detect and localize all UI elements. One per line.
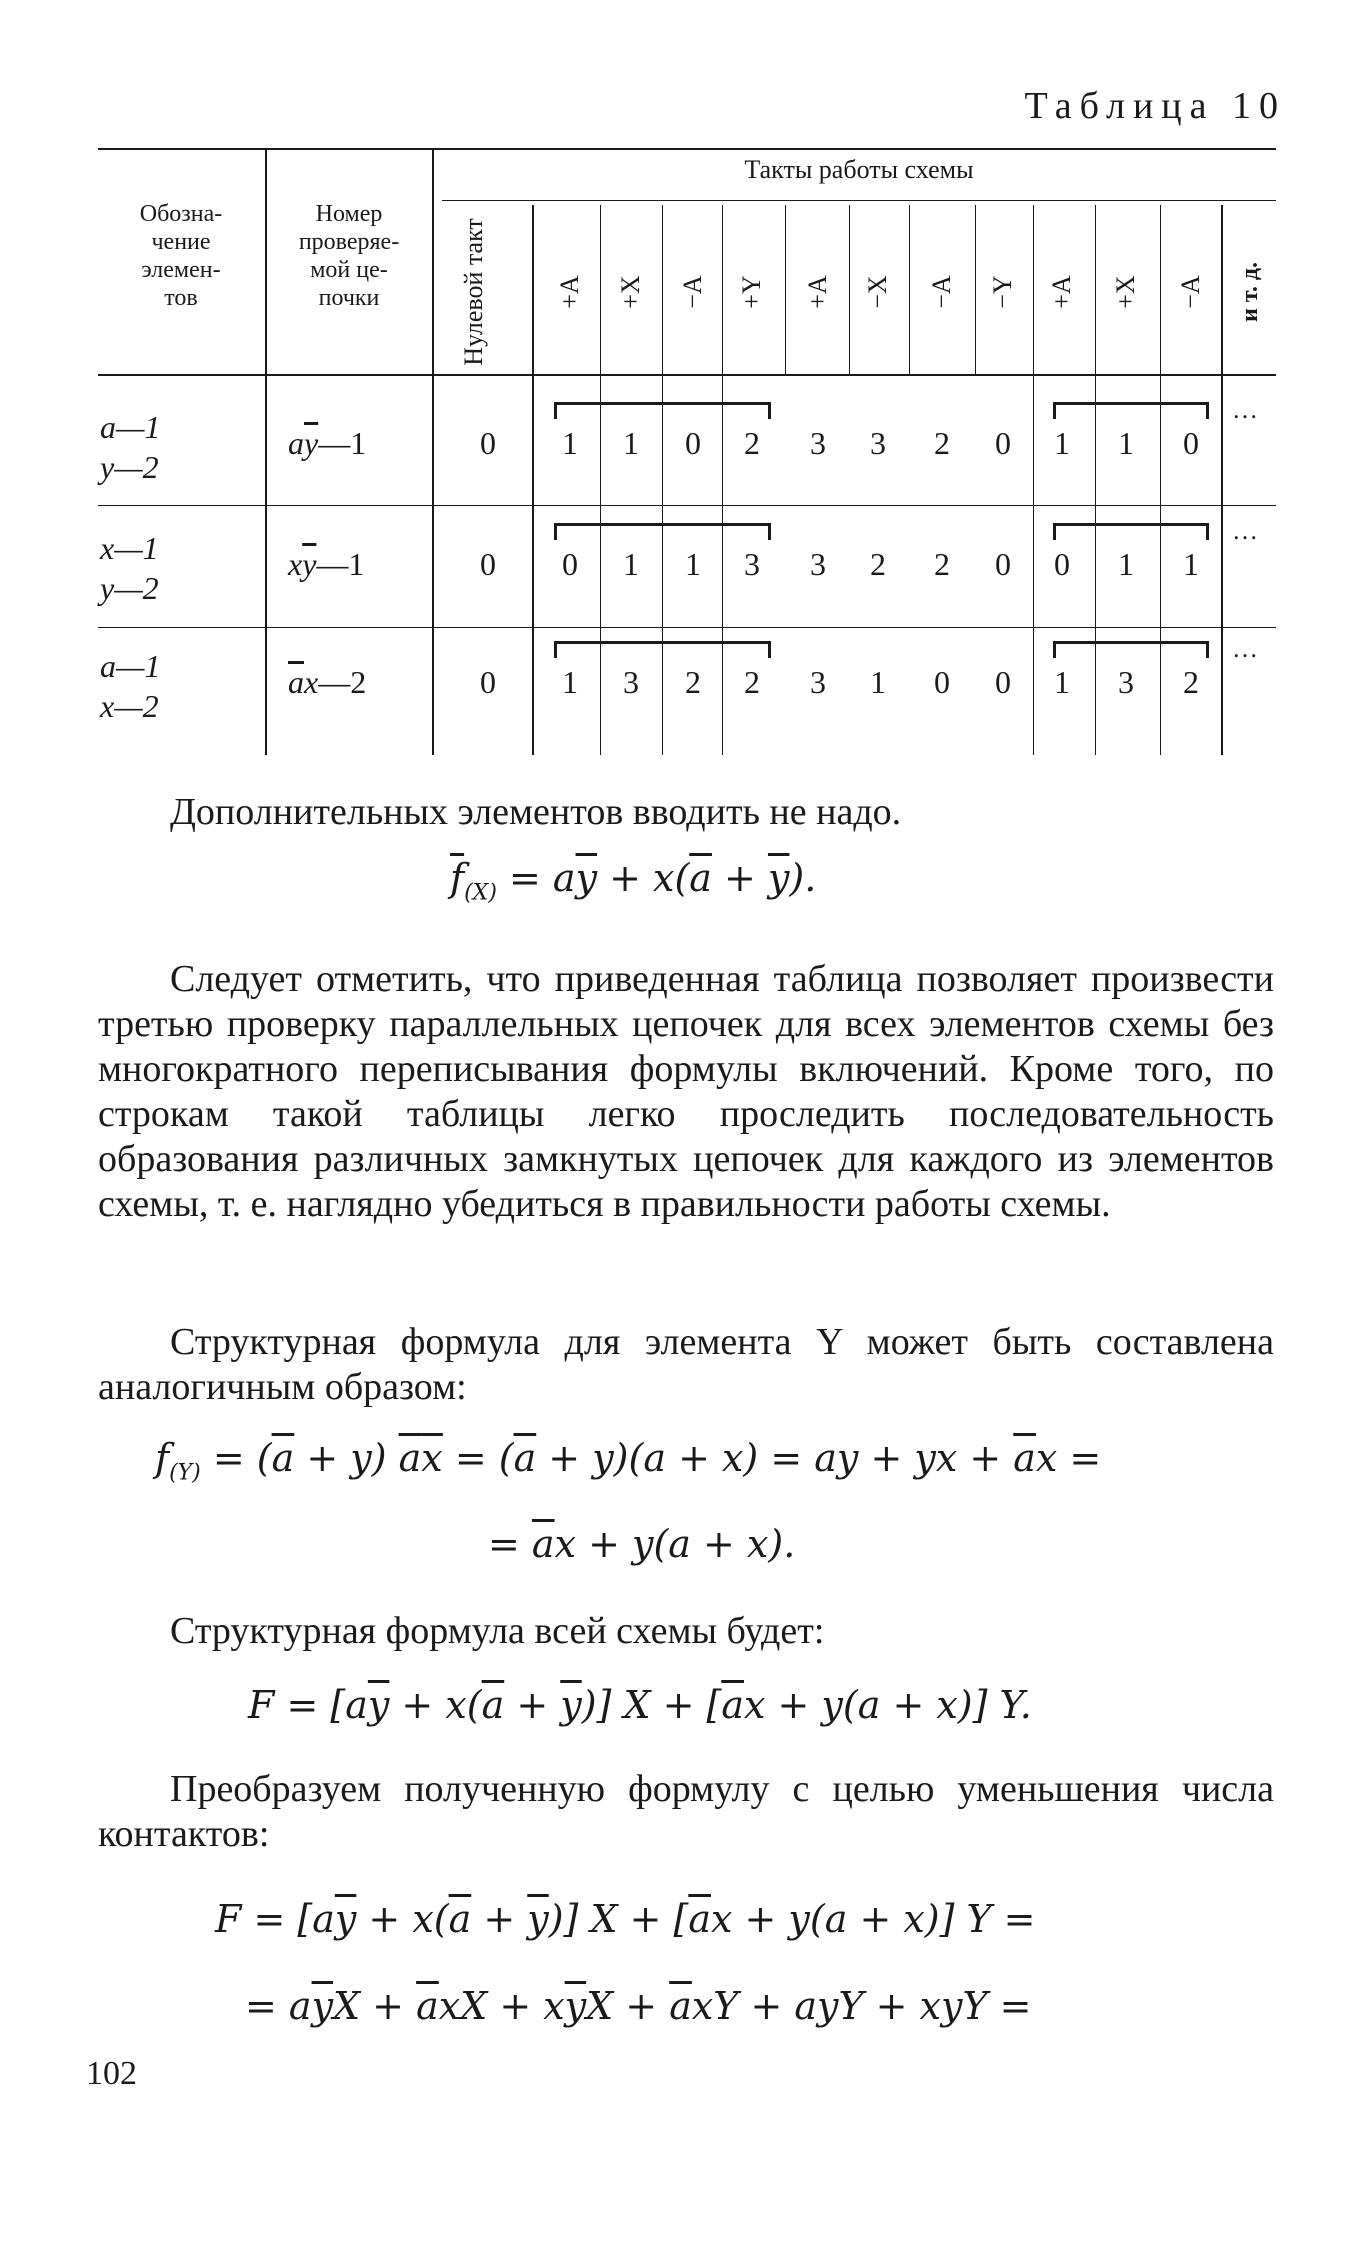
- page-number: 102: [86, 2055, 137, 2092]
- cycle-value: 0: [934, 664, 950, 700]
- col-rule-b: [432, 150, 434, 755]
- cycle-value: 2: [1183, 664, 1199, 700]
- cycle-header: +A: [803, 275, 832, 309]
- formula-F: $F = [a\overline{y} + x(\overline{a} + \overline{y})] X + [\overline{a}x + y(a + x)]$ Y.: [248, 1683, 1032, 1727]
- header-element-designation: Обозна- чение элемен- тов: [139, 201, 223, 311]
- col-rule-d: [1221, 205, 1223, 755]
- cycle-value: 1: [1183, 546, 1199, 582]
- cycle-value: 3: [623, 664, 639, 700]
- row-chain: $x\overline{y}—1$: [288, 546, 365, 582]
- cycle-value: 3: [870, 425, 886, 461]
- paragraph-5: Преобразуем полученную формулу с целью уменьшения числа контактов:: [98, 1768, 1274, 1855]
- cycle-value: 2: [744, 664, 760, 700]
- cycle-value: 0: [480, 664, 496, 700]
- row-continuation: …: [1232, 516, 1262, 545]
- cycle-value: 0: [562, 546, 578, 582]
- cycle-value: 1: [562, 664, 578, 700]
- cycle-bracket: [1053, 641, 1209, 658]
- row-chain: $\overline{a}x—2$: [288, 664, 367, 700]
- formula-fy: $f_{(Y)} = (\overline{a} + y)$ ax = $(\overline{a} + y)(a + x)$ = ay + yx + $\overline{a}x$ =: [155, 1436, 1102, 1486]
- cycle-value: 0: [480, 425, 496, 461]
- cycle-value: 1: [623, 425, 639, 461]
- formula-F-expanded: = $a\overline{y}X + \overline{a}xX + x\overline{y}X + \overline{a}xY$ + ayY + xyY =: [245, 1984, 1032, 2028]
- row-continuation: …: [1232, 395, 1262, 424]
- cycle-header: −Y: [988, 275, 1017, 309]
- cycle-value: 3: [744, 546, 760, 582]
- col-rule-c: [532, 205, 534, 755]
- cycle-value: 2: [934, 425, 950, 461]
- cycle-value: 1: [870, 664, 886, 700]
- cycle-value: 3: [1118, 664, 1134, 700]
- cycle-header: +X: [616, 275, 645, 309]
- cycle-value: 1: [1054, 425, 1070, 461]
- cycle-value: 3: [810, 664, 826, 700]
- cycle-value: 3: [810, 546, 826, 582]
- header-group-rule: [442, 200, 1276, 201]
- cycle-col-rule: [662, 205, 663, 755]
- row-continuation: …: [1232, 634, 1262, 663]
- paragraph-1: Дополнительных элементов вводить не надо.: [170, 791, 902, 833]
- cycle-value: 1: [1054, 664, 1070, 700]
- cycle-header: +Y: [737, 275, 766, 309]
- formula-fy-cont: = $\overline{a}x + y(a + x)$.: [488, 1522, 796, 1566]
- table-top-rule: [98, 148, 1276, 150]
- cycle-value: 3: [810, 425, 826, 461]
- paragraph-2: Следует отметить, что приведенная таблица позволяет произвести третью проверку параллельных цепочек для всех элементов схемы без многократного переписывания формулы включений. Кроме того, по строкам такой таблицы легко проследить последовательность образования различных замкнутых цепочек для каждого из элементов схемы, т. е. наглядно убедиться в правильности работы схемы.: [98, 958, 1274, 1225]
- cycle-value: 0: [685, 425, 701, 461]
- cycle-value: 0: [995, 546, 1011, 582]
- cycle-value: 1: [685, 546, 701, 582]
- row-elements: a—1 y—2: [100, 409, 161, 485]
- paragraph-4: Структурная формула всей схемы будет:: [170, 1610, 825, 1652]
- header-cycles-group: Такты работы схемы: [744, 155, 974, 184]
- cycle-header: −A: [678, 275, 707, 309]
- formula-F-transform: $F = [a\overline{y} + x(\overline{a} + \overline{y})] X + [\overline{a}x + y(a + x)] Y$ =: [215, 1897, 1036, 1941]
- cycle-header: +A: [1047, 275, 1076, 309]
- cycle-col-rule: [1160, 205, 1161, 755]
- cycle-col-rule: [600, 205, 601, 755]
- col-rule-a: [265, 150, 267, 755]
- cycle-bracket: [1053, 402, 1209, 419]
- cycle-value: 0: [995, 664, 1011, 700]
- cycle-value: 2: [934, 546, 950, 582]
- col-rule-g: [909, 205, 910, 375]
- col-rule-h: [975, 205, 976, 375]
- cycle-value: 0: [1183, 425, 1199, 461]
- cycle-header: −A: [927, 275, 956, 309]
- cycle-value: 2: [685, 664, 701, 700]
- cycle-header: и т. д.: [1237, 262, 1263, 322]
- cycle-value: 1: [623, 546, 639, 582]
- cycle-value: 1: [1118, 546, 1134, 582]
- col-rule-e: [785, 205, 786, 375]
- cycle-header: +X: [1111, 275, 1140, 309]
- row-elements: x—1 y—2: [100, 530, 159, 606]
- cycle-bracket: [1053, 523, 1209, 540]
- cycle-col-rule: [1033, 205, 1034, 755]
- row-rule-1: [98, 505, 1276, 506]
- cycle-col-rule: [1095, 205, 1096, 755]
- header-bottom-rule: [98, 374, 1276, 376]
- row-elements: a—1 x—2: [100, 648, 161, 724]
- cycle-value: 0: [995, 425, 1011, 461]
- cycle-header: −A: [1176, 275, 1205, 309]
- header-chain-number: Номер проверяе- мой це- почки: [298, 201, 400, 311]
- formula-fx: $\overline{f}_{(X)} = a\overline{y} + x(\overline{a} + \overline{y})$.: [450, 856, 817, 906]
- cycle-header: +A: [555, 275, 584, 309]
- cycle-value: 2: [744, 425, 760, 461]
- cycle-value: 0: [480, 546, 496, 582]
- cycle-value: 1: [1118, 425, 1134, 461]
- paragraph-3: Структурная формула для элемента Y может быть составлена аналогичным образом:: [98, 1321, 1274, 1408]
- cycle-col-rule: [722, 205, 723, 755]
- cycle-header: Нулевой такт: [459, 218, 488, 366]
- row-chain: $a\overline{y}—1$: [288, 425, 367, 461]
- cycle-value: 1: [562, 425, 578, 461]
- table-caption: Таблица 10: [1024, 85, 1286, 127]
- row-rule-2: [98, 627, 1276, 628]
- cycle-header: −X: [863, 275, 892, 309]
- col-rule-f: [849, 205, 850, 375]
- cycle-value: 0: [1054, 546, 1070, 582]
- cycle-value: 2: [870, 546, 886, 582]
